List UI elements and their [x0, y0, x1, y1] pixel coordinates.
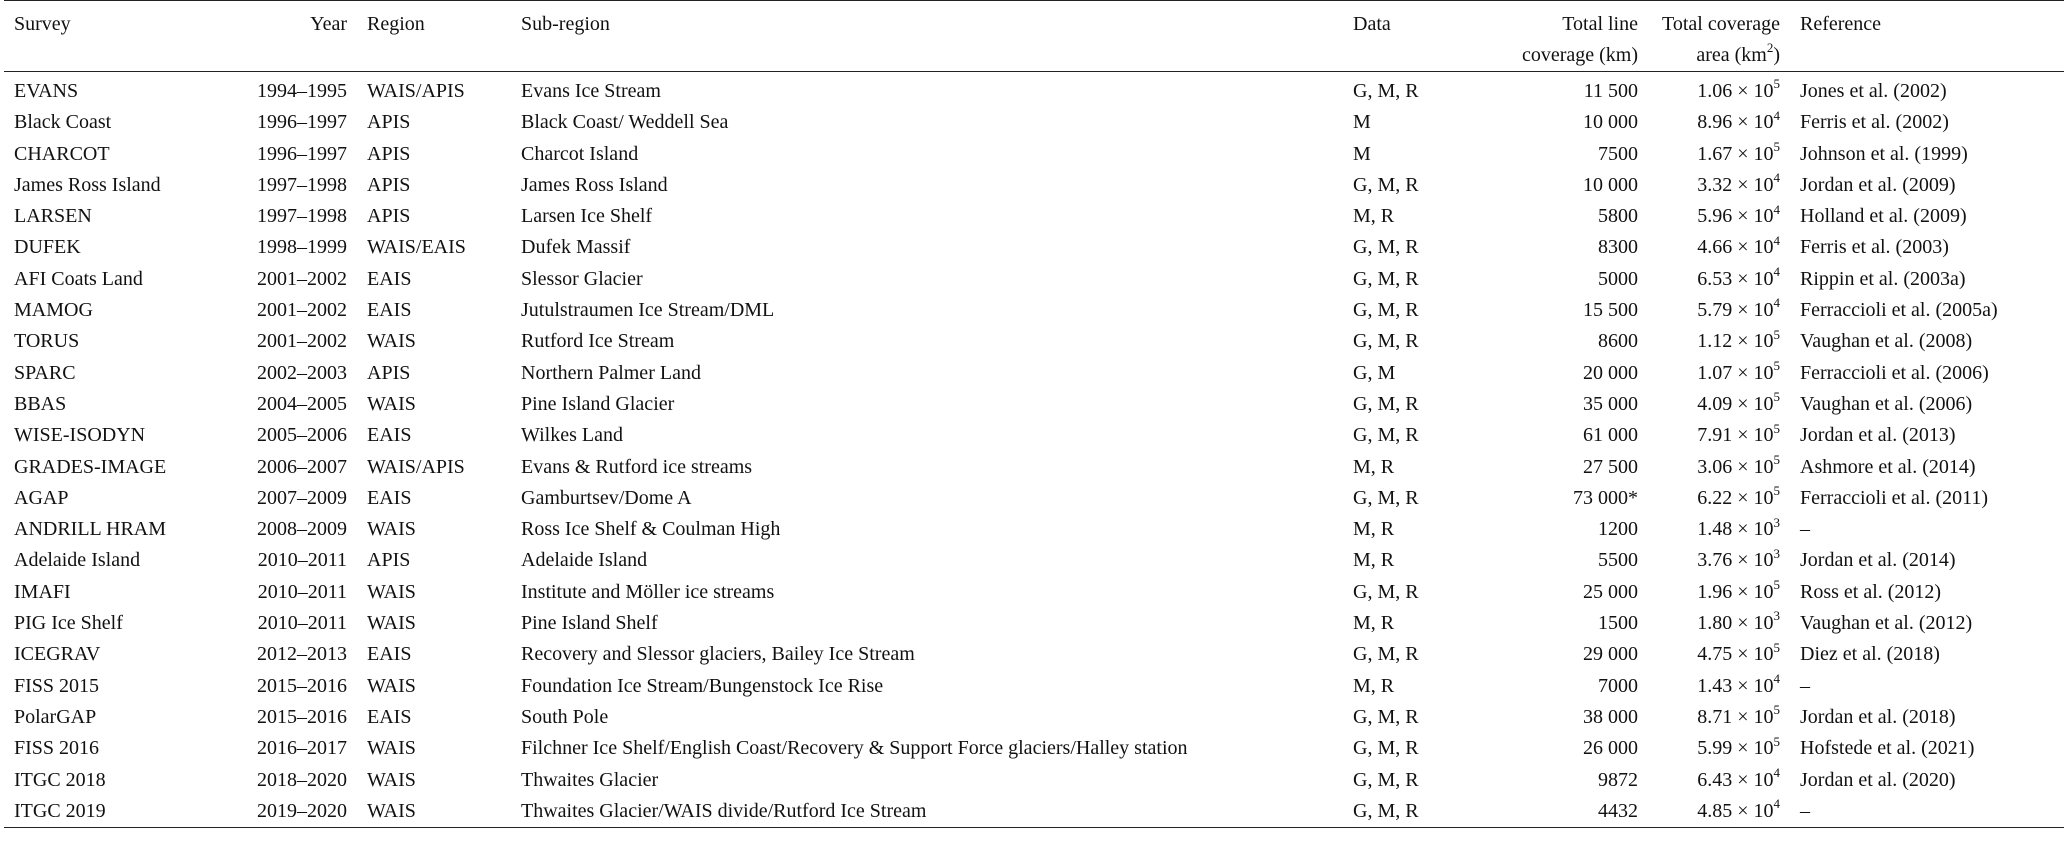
cell-region: WAIS	[367, 768, 416, 791]
cell-line-coverage: 1200	[1598, 518, 1638, 541]
cell-reference: Vaughan et al. (2006)	[1800, 392, 1973, 415]
area-exponent: 5	[1773, 639, 1780, 655]
cell-survey: FISS 2015	[14, 674, 100, 697]
cell-survey: MAMOG	[14, 299, 93, 322]
cell-region: WAIS	[367, 612, 416, 635]
table-row	[4, 358, 2064, 389]
cell-line-coverage: 15 500	[1583, 299, 1638, 322]
cell-line-coverage: 1500	[1598, 612, 1638, 635]
cell-reference: Ferris et al. (2003)	[1800, 236, 1949, 259]
cell-region: APIS	[367, 361, 411, 384]
header-line-coverage	[1449, 1, 1648, 72]
cell-line-coverage: 11 500	[1583, 80, 1638, 102]
cell-reference: Ferraccioli et al. (2005a)	[1800, 299, 1998, 322]
header-area-unit: area (km	[1696, 44, 1767, 66]
cell-year: 2004–2005	[257, 392, 347, 415]
cell-reference: Hofstede et al. (2021)	[1800, 737, 1975, 760]
cell-survey: Black Coast	[14, 111, 112, 134]
cell-coverage-area	[1648, 170, 1790, 201]
table-row	[4, 577, 2064, 608]
cell-line-coverage: 27 500	[1583, 455, 1638, 478]
cell-reference: Vaughan et al. (2012)	[1800, 612, 1973, 635]
area-exponent: 5	[1773, 733, 1780, 749]
cell-coverage-area	[1648, 702, 1790, 733]
cell-coverage-area	[1648, 452, 1790, 483]
area-exponent: 4	[1773, 670, 1780, 686]
cell-survey: TORUS	[14, 330, 80, 353]
cell-survey: AGAP	[14, 486, 69, 509]
cell-year: 2012–2013	[257, 643, 347, 666]
table-row	[4, 671, 2064, 702]
header-row	[4, 1, 2064, 72]
cell-reference: Holland et al. (2009)	[1800, 205, 1967, 228]
table-row	[4, 608, 2064, 639]
cell-line-coverage: 7000	[1598, 674, 1638, 697]
header-line-coverage-line1: Total line	[1562, 13, 1638, 35]
area-mantissa: 1.12 × 10	[1697, 330, 1774, 353]
cell-region: APIS	[367, 111, 411, 134]
cell-year: 2005–2006	[257, 424, 347, 447]
area-mantissa: 3.32 × 10	[1697, 173, 1774, 196]
cell-coverage-area	[1648, 201, 1790, 232]
cell-reference: Ferris et al. (2002)	[1800, 111, 1949, 134]
cell-region: WAIS/EAIS	[367, 236, 466, 259]
area-exponent: 5	[1773, 702, 1780, 718]
cell-year: 2015–2016	[257, 674, 347, 697]
cell-data: G, M, R	[1353, 705, 1419, 728]
cell-survey: CHARCOT	[14, 142, 110, 165]
table-row	[4, 452, 2064, 483]
cell-reference: Jordan et al. (2018)	[1800, 705, 1956, 728]
header-coverage-area	[1648, 1, 1790, 72]
cell-year: 2006–2007	[257, 455, 347, 478]
cell-reference: Diez et al. (2018)	[1800, 643, 1940, 666]
cell-data: M, R	[1353, 674, 1395, 697]
area-mantissa: 1.80 × 10	[1697, 612, 1774, 635]
cell-survey: ANDRILL HRAM	[14, 518, 167, 541]
cell-line-coverage: 5800	[1598, 205, 1638, 228]
cell-coverage-area	[1648, 264, 1790, 295]
cell-coverage-area	[1648, 420, 1790, 451]
cell-data: M	[1353, 142, 1371, 165]
cell-data: M	[1353, 111, 1371, 134]
cell-line-coverage: 10 000	[1583, 111, 1638, 134]
cell-line-coverage: 73 000*	[1573, 486, 1638, 509]
header-area-exponent: 2	[1766, 40, 1774, 56]
table-row	[4, 796, 2064, 828]
cell-subregion: Larsen Ice Shelf	[521, 205, 653, 228]
cell-coverage-area	[1648, 295, 1790, 326]
cell-line-coverage: 25 000	[1583, 580, 1638, 603]
cell-subregion: Slessor Glacier	[521, 267, 643, 290]
cell-reference: Jordan et al. (2020)	[1800, 768, 1956, 791]
cell-survey: AFI Coats Land	[14, 267, 143, 290]
cell-line-coverage: 29 000	[1583, 643, 1638, 666]
cell-subregion: Charcot Island	[521, 142, 639, 165]
header-data: Data	[1353, 13, 1391, 35]
cell-subregion: Pine Island Shelf	[521, 612, 658, 635]
cell-survey: FISS 2016	[14, 737, 100, 760]
cell-line-coverage: 20 000	[1583, 361, 1638, 384]
cell-coverage-area	[1648, 608, 1790, 639]
cell-coverage-area	[1648, 483, 1790, 514]
cell-data: G, M, R	[1353, 173, 1419, 196]
cell-year: 2008–2009	[257, 518, 347, 541]
area-exponent: 4	[1773, 107, 1780, 123]
area-exponent: 5	[1773, 420, 1780, 436]
cell-coverage-area	[1648, 139, 1790, 170]
cell-survey: PIG Ice Shelf	[14, 612, 123, 635]
area-exponent: 5	[1773, 577, 1780, 593]
cell-year: 2001–2002	[257, 267, 347, 290]
cell-subregion: Dufek Massif	[521, 236, 631, 259]
cell-reference: Jordan et al. (2009)	[1800, 173, 1956, 196]
cell-subregion: Thwaites Glacier/WAIS divide/Rutford Ice Stream	[521, 799, 927, 822]
cell-region: WAIS/APIS	[367, 80, 465, 102]
cell-line-coverage: 9872	[1598, 768, 1638, 791]
cell-data: G, M, R	[1353, 768, 1419, 791]
cell-year: 2001–2002	[257, 330, 347, 353]
area-mantissa: 6.43 × 10	[1697, 768, 1774, 791]
area-exponent: 4	[1773, 232, 1780, 248]
area-mantissa: 4.85 × 10	[1697, 799, 1774, 822]
area-mantissa: 3.06 × 10	[1697, 455, 1774, 478]
cell-survey: BBAS	[14, 392, 67, 415]
header-year: Year	[310, 13, 347, 35]
header-subregion: Sub-region	[521, 13, 610, 35]
cell-line-coverage: 8300	[1598, 236, 1638, 259]
table-row	[4, 264, 2064, 295]
table-row	[4, 639, 2064, 670]
area-mantissa: 8.96 × 10	[1697, 111, 1774, 134]
cell-data: M, R	[1353, 612, 1395, 635]
area-exponent: 4	[1773, 170, 1780, 186]
cell-region: EAIS	[367, 424, 412, 447]
area-mantissa: 8.71 × 10	[1697, 705, 1774, 728]
cell-subregion: Pine Island Glacier	[521, 392, 675, 415]
area-mantissa: 6.53 × 10	[1697, 267, 1774, 290]
cell-survey: ITGC 2018	[14, 768, 106, 791]
cell-region: WAIS	[367, 737, 416, 760]
area-exponent: 4	[1773, 796, 1780, 812]
cell-year: 2010–2011	[257, 549, 347, 572]
cell-survey: WISE-ISODYN	[14, 424, 146, 447]
table-row	[4, 201, 2064, 232]
cell-survey: James Ross Island	[14, 173, 161, 196]
area-exponent: 4	[1773, 201, 1780, 217]
cell-subregion: Black Coast/ Weddell Sea	[521, 111, 729, 134]
cell-region: WAIS	[367, 674, 416, 697]
cell-reference: –	[1800, 518, 1810, 541]
cell-coverage-area	[1648, 577, 1790, 608]
cell-year: 1997–1998	[257, 205, 347, 228]
cell-survey: ITGC 2019	[14, 799, 106, 822]
table-row	[4, 72, 2064, 108]
cell-year: 1998–1999	[257, 236, 347, 259]
header-line-coverage-line2: coverage (km)	[1521, 44, 1638, 66]
cell-year: 2007–2009	[257, 486, 347, 509]
area-mantissa: 7.91 × 10	[1697, 424, 1774, 447]
cell-subregion: Ross Ice Shelf & Coulman High	[521, 518, 781, 541]
cell-year: 1996–1997	[257, 111, 347, 134]
cell-region: EAIS	[367, 486, 412, 509]
cell-coverage-area	[1648, 107, 1790, 138]
cell-year: 2018–2020	[257, 768, 347, 791]
cell-reference: Johnson et al. (1999)	[1800, 142, 1968, 165]
cell-data: G, M, R	[1353, 267, 1419, 290]
area-exponent: 5	[1773, 451, 1780, 467]
cell-year: 2019–2020	[257, 799, 347, 822]
cell-subregion: Wilkes Land	[521, 424, 623, 447]
cell-region: WAIS	[367, 392, 416, 415]
cell-data: G, M, R	[1353, 392, 1419, 415]
area-mantissa: 1.43 × 10	[1697, 674, 1774, 697]
cell-year: 2001–2002	[257, 299, 347, 322]
cell-coverage-area	[1648, 358, 1790, 389]
cell-data: G, M, R	[1353, 486, 1419, 509]
table-row	[4, 545, 2064, 576]
cell-coverage-area	[1648, 765, 1790, 796]
cell-line-coverage: 26 000	[1583, 737, 1638, 760]
cell-reference: Jones et al. (2002)	[1800, 80, 1947, 102]
cell-region: EAIS	[367, 643, 412, 666]
table-row	[4, 514, 2064, 545]
area-exponent: 3	[1773, 545, 1780, 561]
cell-line-coverage: 5000	[1598, 267, 1638, 290]
cell-region: EAIS	[367, 267, 412, 290]
cell-subregion: Recovery and Slessor glaciers, Bailey Ice Stream	[521, 643, 915, 666]
header-coverage-area-line1: Total coverage	[1662, 13, 1780, 35]
table-row	[4, 170, 2064, 201]
table-row	[4, 139, 2064, 170]
area-exponent: 5	[1773, 389, 1780, 405]
cell-subregion: Filchner Ice Shelf/English Coast/Recovery & Support Force glaciers/Halley station	[521, 737, 1188, 760]
area-mantissa: 5.96 × 10	[1697, 205, 1774, 228]
header-survey: Survey	[14, 13, 71, 35]
cell-reference: –	[1800, 674, 1810, 697]
cell-survey: EVANS	[14, 80, 79, 102]
area-mantissa: 5.79 × 10	[1697, 299, 1774, 322]
cell-data: M, R	[1353, 518, 1395, 541]
cell-reference: Jordan et al. (2014)	[1800, 549, 1956, 572]
cell-data: G, M	[1353, 361, 1396, 384]
area-mantissa: 5.99 × 10	[1697, 737, 1774, 760]
cell-survey: SPARC	[14, 361, 76, 384]
area-exponent: 5	[1773, 358, 1780, 374]
cell-region: EAIS	[367, 705, 412, 728]
cell-line-coverage: 5500	[1598, 549, 1638, 572]
cell-data: G, M, R	[1353, 80, 1419, 102]
cell-region: WAIS	[367, 580, 416, 603]
cell-subregion: James Ross Island	[521, 173, 668, 196]
cell-subregion: South Pole	[521, 705, 609, 728]
cell-data: G, M, R	[1353, 424, 1419, 447]
header-region: Region	[367, 13, 425, 35]
cell-region: APIS	[367, 142, 411, 165]
area-mantissa: 1.06 × 10	[1697, 80, 1774, 102]
table-row	[4, 326, 2064, 357]
table-row	[4, 483, 2064, 514]
cell-data: G, M, R	[1353, 299, 1419, 322]
cell-reference: Jordan et al. (2013)	[1800, 424, 1956, 447]
cell-year: 2015–2016	[257, 705, 347, 728]
area-exponent: 4	[1773, 295, 1780, 311]
cell-year: 1994–1995	[257, 80, 347, 102]
cell-coverage-area	[1648, 796, 1790, 828]
cell-year: 1996–1997	[257, 142, 347, 165]
survey-table	[4, 0, 2064, 828]
table-row	[4, 389, 2064, 420]
table-row	[4, 765, 2064, 796]
cell-year: 1997–1998	[257, 173, 347, 196]
area-exponent: 5	[1773, 326, 1780, 342]
cell-reference: Rippin et al. (2003a)	[1800, 267, 1966, 290]
cell-reference: Ashmore et al. (2014)	[1800, 455, 1976, 478]
cell-data: M, R	[1353, 549, 1395, 572]
cell-region: WAIS/APIS	[367, 455, 465, 478]
cell-line-coverage: 38 000	[1583, 705, 1638, 728]
cell-line-coverage: 8600	[1598, 330, 1638, 353]
cell-subregion: Gamburtsev/Dome A	[521, 486, 692, 509]
cell-subregion: Rutford Ice Stream	[521, 330, 675, 353]
cell-coverage-area	[1648, 326, 1790, 357]
cell-region: WAIS	[367, 518, 416, 541]
cell-subregion: Foundation Ice Stream/Bungenstock Ice Rise	[521, 674, 884, 697]
cell-line-coverage: 7500	[1598, 142, 1638, 165]
area-mantissa: 6.22 × 10	[1697, 486, 1774, 509]
cell-line-coverage: 4432	[1598, 799, 1638, 822]
area-mantissa: 1.07 × 10	[1697, 361, 1774, 384]
area-mantissa: 4.09 × 10	[1697, 392, 1774, 415]
cell-reference: Ferraccioli et al. (2011)	[1800, 486, 1989, 509]
cell-region: EAIS	[367, 299, 412, 322]
cell-region: APIS	[367, 549, 411, 572]
cell-reference: Ross et al. (2012)	[1800, 580, 1942, 603]
area-exponent: 3	[1773, 514, 1780, 530]
cell-data: M, R	[1353, 205, 1395, 228]
area-mantissa: 1.96 × 10	[1697, 580, 1774, 603]
cell-subregion: Adelaide Island	[521, 549, 648, 572]
table-header	[4, 1, 2064, 72]
cell-reference: Vaughan et al. (2008)	[1800, 330, 1973, 353]
cell-year: 2002–2003	[257, 361, 347, 384]
cell-coverage-area	[1648, 72, 1790, 108]
cell-year: 2010–2011	[257, 612, 347, 635]
area-mantissa: 4.66 × 10	[1697, 236, 1774, 259]
table-row	[4, 733, 2064, 764]
table-body	[4, 72, 2064, 828]
area-exponent: 4	[1773, 764, 1780, 780]
cell-subregion: Jutulstraumen Ice Stream/DML	[521, 299, 775, 322]
cell-survey: DUFEK	[14, 236, 81, 259]
area-mantissa: 4.75 × 10	[1697, 643, 1774, 666]
cell-data: M, R	[1353, 455, 1395, 478]
cell-coverage-area	[1648, 545, 1790, 576]
cell-survey: GRADES-IMAGE	[14, 455, 167, 478]
area-mantissa: 3.76 × 10	[1697, 549, 1774, 572]
table-row	[4, 107, 2064, 138]
header-coverage-area-line2	[1696, 40, 1780, 66]
cell-data: G, M, R	[1353, 643, 1419, 666]
cell-data: G, M, R	[1353, 236, 1419, 259]
cell-survey: Adelaide Island	[14, 549, 141, 572]
cell-coverage-area	[1648, 733, 1790, 764]
cell-coverage-area	[1648, 514, 1790, 545]
header-area-close: )	[1773, 44, 1780, 66]
area-exponent: 5	[1773, 138, 1780, 154]
area-exponent: 4	[1773, 264, 1780, 280]
cell-year: 2010–2011	[257, 580, 347, 603]
area-exponent: 5	[1773, 483, 1780, 499]
cell-line-coverage: 35 000	[1583, 392, 1638, 415]
cell-line-coverage: 61 000	[1583, 424, 1638, 447]
table-row	[4, 232, 2064, 263]
cell-reference: –	[1800, 799, 1810, 822]
cell-region: WAIS	[367, 799, 416, 822]
cell-survey: IMAFI	[14, 580, 71, 603]
cell-survey: LARSEN	[14, 205, 92, 228]
cell-data: G, M, R	[1353, 580, 1419, 603]
cell-data: G, M, R	[1353, 330, 1419, 353]
cell-survey: ICEGRAV	[14, 643, 101, 666]
cell-survey: PolarGAP	[14, 705, 97, 728]
cell-coverage-area	[1648, 639, 1790, 670]
cell-region: APIS	[367, 205, 411, 228]
table-row	[4, 702, 2064, 733]
cell-coverage-area	[1648, 232, 1790, 263]
header-reference: Reference	[1800, 13, 1882, 35]
area-mantissa: 1.67 × 10	[1697, 142, 1774, 165]
table-row	[4, 295, 2064, 326]
cell-subregion: Evans Ice Stream	[521, 80, 661, 102]
cell-subregion: Thwaites Glacier	[521, 768, 659, 791]
cell-region: WAIS	[367, 330, 416, 353]
cell-reference: Ferraccioli et al. (2006)	[1800, 361, 1989, 384]
cell-subregion: Northern Palmer Land	[521, 361, 701, 384]
cell-data: G, M, R	[1353, 799, 1419, 822]
cell-year: 2016–2017	[257, 737, 347, 760]
area-exponent: 5	[1773, 76, 1780, 92]
table-row	[4, 420, 2064, 451]
cell-subregion: Evans & Rutford ice streams	[521, 455, 753, 478]
cell-line-coverage: 10 000	[1583, 173, 1638, 196]
cell-coverage-area	[1648, 671, 1790, 702]
cell-subregion: Institute and Möller ice streams	[521, 580, 775, 603]
area-mantissa: 1.48 × 10	[1697, 518, 1774, 541]
cell-data: G, M, R	[1353, 737, 1419, 760]
cell-coverage-area	[1648, 389, 1790, 420]
area-exponent: 3	[1773, 608, 1780, 624]
cell-region: APIS	[367, 173, 411, 196]
